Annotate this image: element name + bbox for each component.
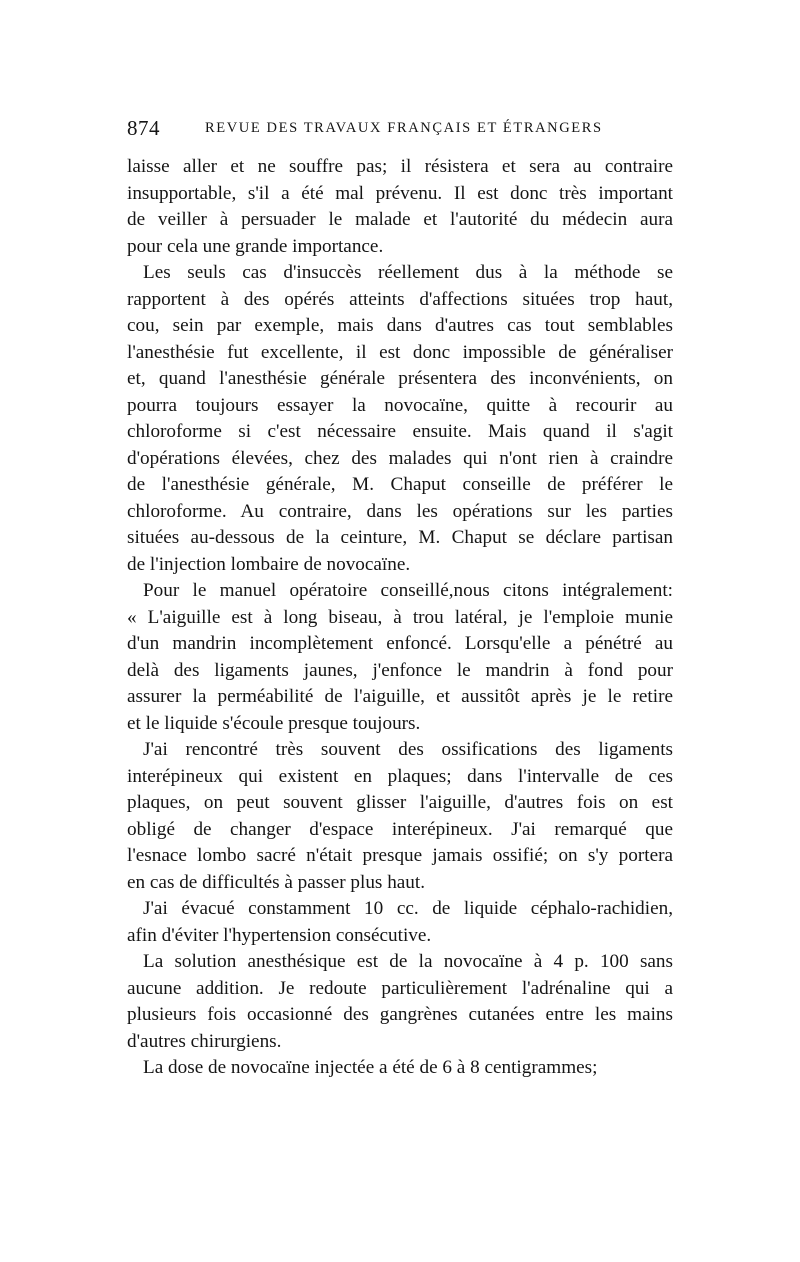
text-line: aucune addition. Je redoute particulièrement l'adrénaline qui a <box>127 977 673 999</box>
text-line: l'anesthésie fut excellente, il est donc impossible de généraliser <box>127 341 673 363</box>
text-line: et le liquide s'écoule presque toujours. <box>127 712 421 734</box>
text-line: La solution anesthésique est de la novocaïne à 4 p. 100 sans <box>143 951 673 972</box>
text-line: assurer la perméabilité de l'aiguille, et aussitôt après je le retire <box>127 686 673 707</box>
text-line: cou, sein par exemple, mais dans d'autres cas tout semblables <box>127 315 673 336</box>
text-line: pourra toujours essayer la novocaïne, quitte à recourir au <box>127 394 673 416</box>
text-line: situées au-dessous de la ceinture, M. Chaput se déclare partisan <box>127 527 673 548</box>
text-line: J'ai évacué constamment 10 cc. de liquide céphalo-rachidien, <box>143 898 673 919</box>
text-line: Les seuls cas d'insuccès réellement dus à la méthode se <box>143 262 673 283</box>
text-line: et, quand l'anesthésie générale présentera des inconvénients, on <box>127 368 673 389</box>
running-title: REVUE DES TRAVAUX FRANÇAIS ET ÉTRANGERS <box>205 120 603 136</box>
text-line: de l'injection lombaire de novocaïne. <box>127 553 411 575</box>
text-line: chloroforme si c'est nécessaire ensuite. Mais quand il s'agit <box>127 421 673 442</box>
text-line: d'autres chirurgiens. <box>127 1030 282 1052</box>
text-line: pour cela une grande importance. <box>127 235 384 257</box>
text-line: « L'aiguille est à long biseau, à trou latéral, je l'emploie munie <box>127 606 673 628</box>
text-line: J'ai rencontré très souvent des ossifications des ligaments <box>143 739 673 760</box>
paragraph <box>127 737 673 896</box>
text-line: plusieurs fois occasionné des gangrènes cutanées entre les mains <box>127 1004 673 1025</box>
text-line: d'un mandrin incomplètement enfoncé. Lorsqu'elle a pénétré au <box>127 633 673 654</box>
text-line: plaques, on peut souvent glisser l'aiguille, d'autres fois on est <box>127 792 673 813</box>
page-header <box>127 116 673 146</box>
paragraph <box>127 896 673 949</box>
text-line: en cas de difficultés à passer plus haut. <box>127 871 426 893</box>
text-line: obligé de changer d'espace interépineux. J'ai remarqué que <box>127 818 673 840</box>
body-text <box>127 154 673 1082</box>
text-line: chloroforme. Au contraire, dans les opérations sur les parties <box>127 500 673 522</box>
paragraph <box>127 260 673 578</box>
paragraph <box>127 1055 673 1082</box>
text-line: delà des ligaments jaunes, j'enfonce le mandrin à fond pour <box>127 659 673 681</box>
text-line: insupportable, s'il a été mal prévenu. Il est donc très important <box>127 182 673 204</box>
page-number: 874 <box>127 116 160 140</box>
text-line: rapportent à des opérés atteints d'affections situées trop haut, <box>127 288 673 310</box>
text-line: interépineux qui existent en plaques; dans l'intervalle de ces <box>127 765 673 787</box>
text-line: l'esnace lombo sacré n'était presque jamais ossifié; on s'y portera <box>127 845 673 866</box>
paragraph <box>127 578 673 737</box>
text-line: La dose de novocaïne injectée a été de 6 à 8 centigrammes; <box>143 1057 598 1078</box>
text-line: Pour le manuel opératoire conseillé,nous citons intégralement: <box>143 580 673 601</box>
text-line: laisse aller et ne souffre pas; il résistera et sera au contraire <box>127 156 673 177</box>
paragraph <box>127 949 673 1055</box>
text-line: afin d'éviter l'hypertension consécutive. <box>127 924 432 946</box>
paragraph <box>127 154 673 260</box>
text-line: de l'anesthésie générale, M. Chaput conseille de préférer le <box>127 474 673 495</box>
text-line: de veiller à persuader le malade et l'autorité du médecin aura <box>127 209 673 230</box>
text-line: d'opérations élevées, chez des malades qui n'ont rien à craindre <box>127 447 673 469</box>
